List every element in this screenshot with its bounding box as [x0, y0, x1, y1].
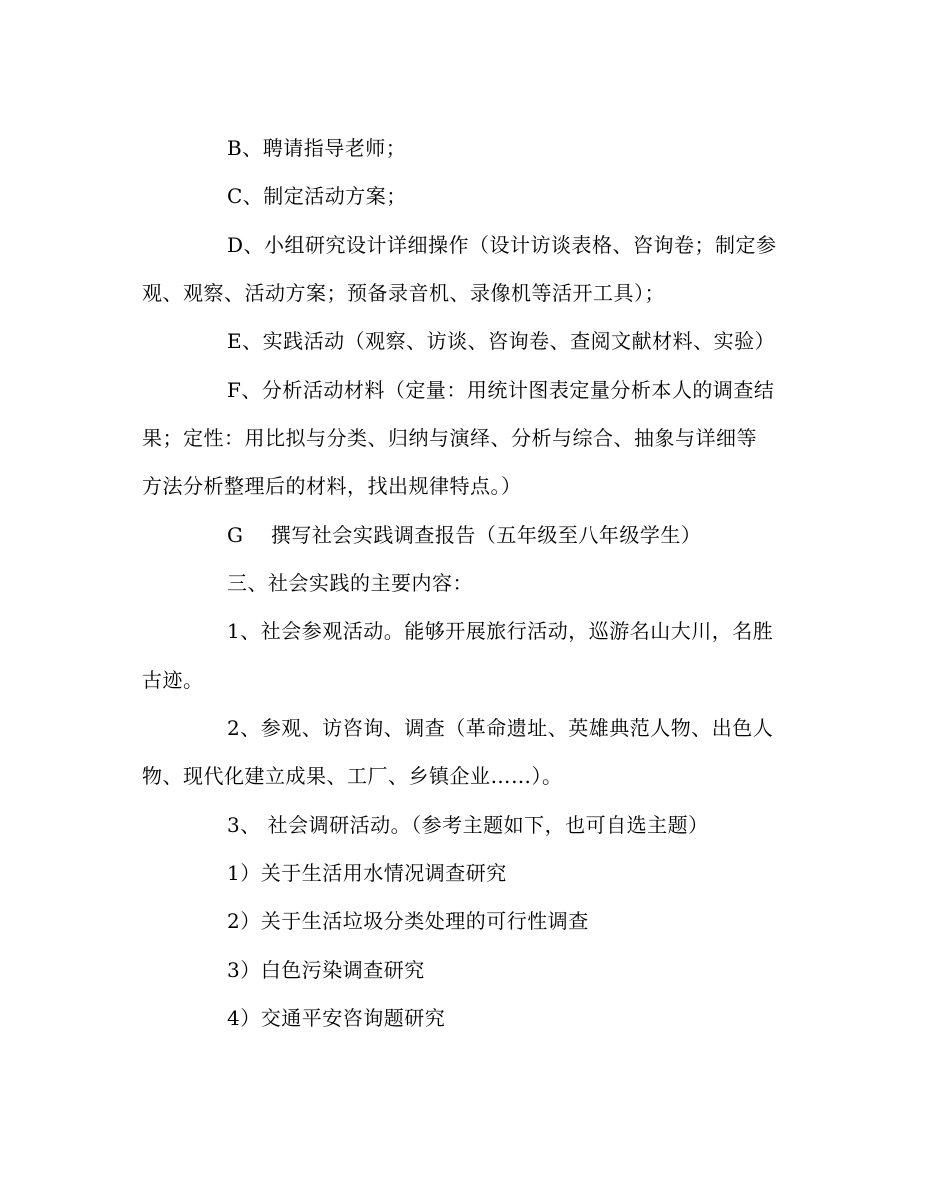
- text-line: 方法分析整理后的材料，找出规律特点。）: [142, 474, 522, 498]
- text-line: 果；定性：用比拟与分类、归纳与演绎、分析与综合、抽象与详细等: [142, 426, 757, 450]
- list-item: 3）白色污染调查研究: [227, 958, 425, 982]
- text-line: B、聘请指导老师；: [227, 136, 407, 160]
- text-line: 物、现代化建立成果、工厂、乡镇企业……）。: [142, 764, 563, 788]
- section-heading: 三、社会实践的主要内容：: [227, 571, 473, 595]
- text-line: E、实践活动（观察、访谈、咨询卷、查阅文献材料、实验）: [227, 329, 776, 353]
- text-line: 2、参观、访咨询、调查（革命遗址、英雄典范人物、出色人: [227, 716, 774, 740]
- list-item: 4）交通平安咨询题研究: [227, 1006, 446, 1030]
- list-item: 1）关于生活用水情况调查研究: [227, 861, 507, 885]
- text-line: 观、观察、活动方案；预备录音机、录像机等活开工具）；: [142, 281, 665, 305]
- text-line: 3、 社会调研活动。（参考主题如下，也可自选主题）: [227, 813, 709, 837]
- text-line: 古迹。: [142, 668, 204, 692]
- text-line: 1、社会参观活动。能够开展旅行活动，巡游名山大川，名胜: [227, 619, 774, 643]
- list-item: 2）关于生活垃圾分类处理的可行性调查: [227, 909, 589, 933]
- text-line: D、小组研究设计详细操作（设计访谈表格、咨询卷；制定参: [227, 233, 777, 257]
- text-line: F、分析活动材料（定量：用统计图表定量分析本人的调查结: [227, 378, 775, 402]
- text-line: C、制定活动方案；: [227, 184, 407, 208]
- text-line: G 撰写社会实践调查报告（五年级至八年级学生）: [227, 523, 702, 547]
